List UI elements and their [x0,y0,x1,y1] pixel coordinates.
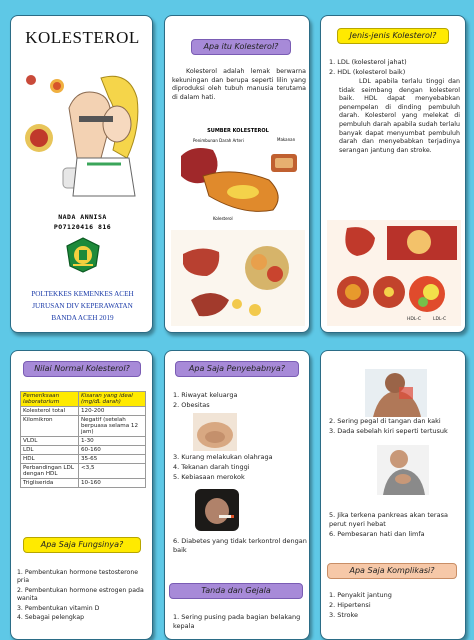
table-cell: Kilomikron [21,416,79,437]
table-row [21,437,146,446]
table-header-row [21,392,146,407]
list-item: 3. Dada sebelah kiri seperti tertusuk [329,427,448,435]
table-cell: Kolesterol total [21,407,79,416]
fungsi-header: Apa Saja Fungsinya? [23,537,141,553]
cholesterol-source-diagram [173,128,303,224]
list-item: 3. Kurang melakukan olahraga [173,453,273,461]
jenis-body: LDL apabila terlalu tinggi dan tidak seimbang dengan kolesterol baik. HDL dapat menyebabkan penempelan di dinding pembuluh darah. Kolesterol yang melekat di pembuluh darah apabila sudah terlalu banyak dapat menyumbat pembuluh darah dan menyebabkan terjadinya serangan jantung dan stroke. [339,78,460,154]
smoking-photo [195,489,239,531]
hdl-label: HDL-C [407,317,422,322]
artery-liver-graphic [173,136,303,218]
author-id: PO7120416 816 [53,223,112,231]
table-cell: LDL [21,446,79,455]
table-cell: 60-160 [79,446,146,455]
author-name: NADA ANNISA [58,213,107,221]
nilai-header: Nilai Normal Kolesterol? [23,361,141,377]
penyebab-panel [164,350,310,640]
cover-title: KOLESTEROL [25,28,140,47]
list-item: 1. LDL (kolesterol jahat) [329,58,407,66]
fungsi-list [17,569,149,623]
apa-itu-header: Apa itu Kolesterol? [191,39,291,55]
komplikasi-list [329,591,463,621]
table-cell: 35-65 [79,455,146,464]
table-cell: <3,5 [79,464,146,479]
column-header: Kisaran yang ideal (mg/dL darah) [79,392,146,407]
diagram-label: Makanan [277,137,296,142]
list-item: 2. HDL (kolesterol baik) [329,68,406,76]
table-cell: Perbandingan LDL dengan HDL [21,464,79,479]
neck-pain-photo [365,369,427,417]
list-item: 5. Jika terkena pankreas akan terasa perut nyeri hebat [329,511,448,528]
list-item: 5. Kebiasaan merokok [173,473,245,481]
list-item: 2. Pembentukan hormone estrogen pada wanita [17,586,144,603]
apa-itu-panel [164,15,310,333]
list-item: 2. Obesitas [173,401,210,409]
cover-panel [10,15,153,333]
gejala-list-b [329,511,463,540]
list-item: 4. Tekanan darah tinggi [173,463,250,471]
table-cell: 1-30 [79,437,146,446]
diagram-label: Penimbunan Darah Arteri [193,138,244,143]
diagram-title: SUMBER KOLESTEROL [207,128,269,134]
table-row [21,446,146,455]
list-item: 3. Stroke [329,611,358,619]
table-cell: 10-160 [79,479,146,488]
nilai-table [20,391,146,488]
list-item: 1. Penyakit jantung [329,591,392,599]
apa-itu-body: Kolesterol adalah lemak berwarna kekuningan dan berupa seperti lilin yang diproduksi oleh tubuh manusia terutama di dalam hati. [172,68,306,101]
poltekkes-logo [64,236,102,274]
table-cell: Trigliserida [21,479,79,488]
nilai-panel [10,350,153,640]
jenis-header: Jenis-jenis Kolesterol? [337,28,449,44]
komplikasi-header: Apa Saja Komplikasi? [327,563,457,579]
column-header: Pemeriksaan laboratorium [21,392,79,407]
organs-collage [171,230,305,326]
cover-illustration [17,58,148,198]
table-row [21,479,146,488]
list-item: 1. Sering pusing pada bagian belakang kepala [173,613,301,630]
list-item: 6. Pembesaran hati dan limfa [329,530,425,538]
list-item: 1. Pembentukan hormone testosterone pria [17,569,139,585]
list-item: 6. Diabetes yang tidak terkontrol dengan baik [173,537,307,554]
obesity-photo [193,413,237,451]
institution-line: JURUSAN DIV KEPERAWATAN [32,302,133,310]
table-row [21,455,146,464]
table-cell: Negatif (setelah berpuasa selama 12 jam) [79,416,146,437]
ldl-label: LDL-C [433,317,447,322]
table-row [21,416,146,437]
list-item: 4. Sebagai pelengkap [17,614,85,622]
chest-pain-photo [377,445,429,495]
komplikasi-panel [320,350,466,640]
list-item: 3. Pembentukan vitamin D [17,604,100,612]
artery-plaque-illustration [327,220,461,326]
gejala-list-a [329,417,463,437]
penyebab-list-c [173,537,307,556]
table-cell: 120-200 [79,407,146,416]
penyebab-header: Apa Saja Penyebabnya? [175,361,299,377]
list-item: 2. Hipertensi [329,601,371,609]
list-item: 2. Sering pegal di tangan dan kaki [329,417,441,425]
tanda-list [173,613,307,632]
institution-line: BANDA ACEH 2019 [51,314,114,322]
diagram-label: Kolesterol [213,216,233,221]
table-row [21,464,146,479]
table-row [21,407,146,416]
institution-block [11,288,153,324]
jenis-panel [320,15,466,333]
list-item: 1. Riwayat keluarga [173,391,238,399]
table-cell: VLDL [21,437,79,446]
jenis-list [329,58,463,78]
table-cell: HDL [21,455,79,464]
institution-line: POLTEKKES KEMENKES ACEH [31,290,134,298]
tanda-header: Tanda dan Gejala [169,583,303,599]
penyebab-list-a [173,391,307,411]
penyebab-list-b [173,453,307,483]
